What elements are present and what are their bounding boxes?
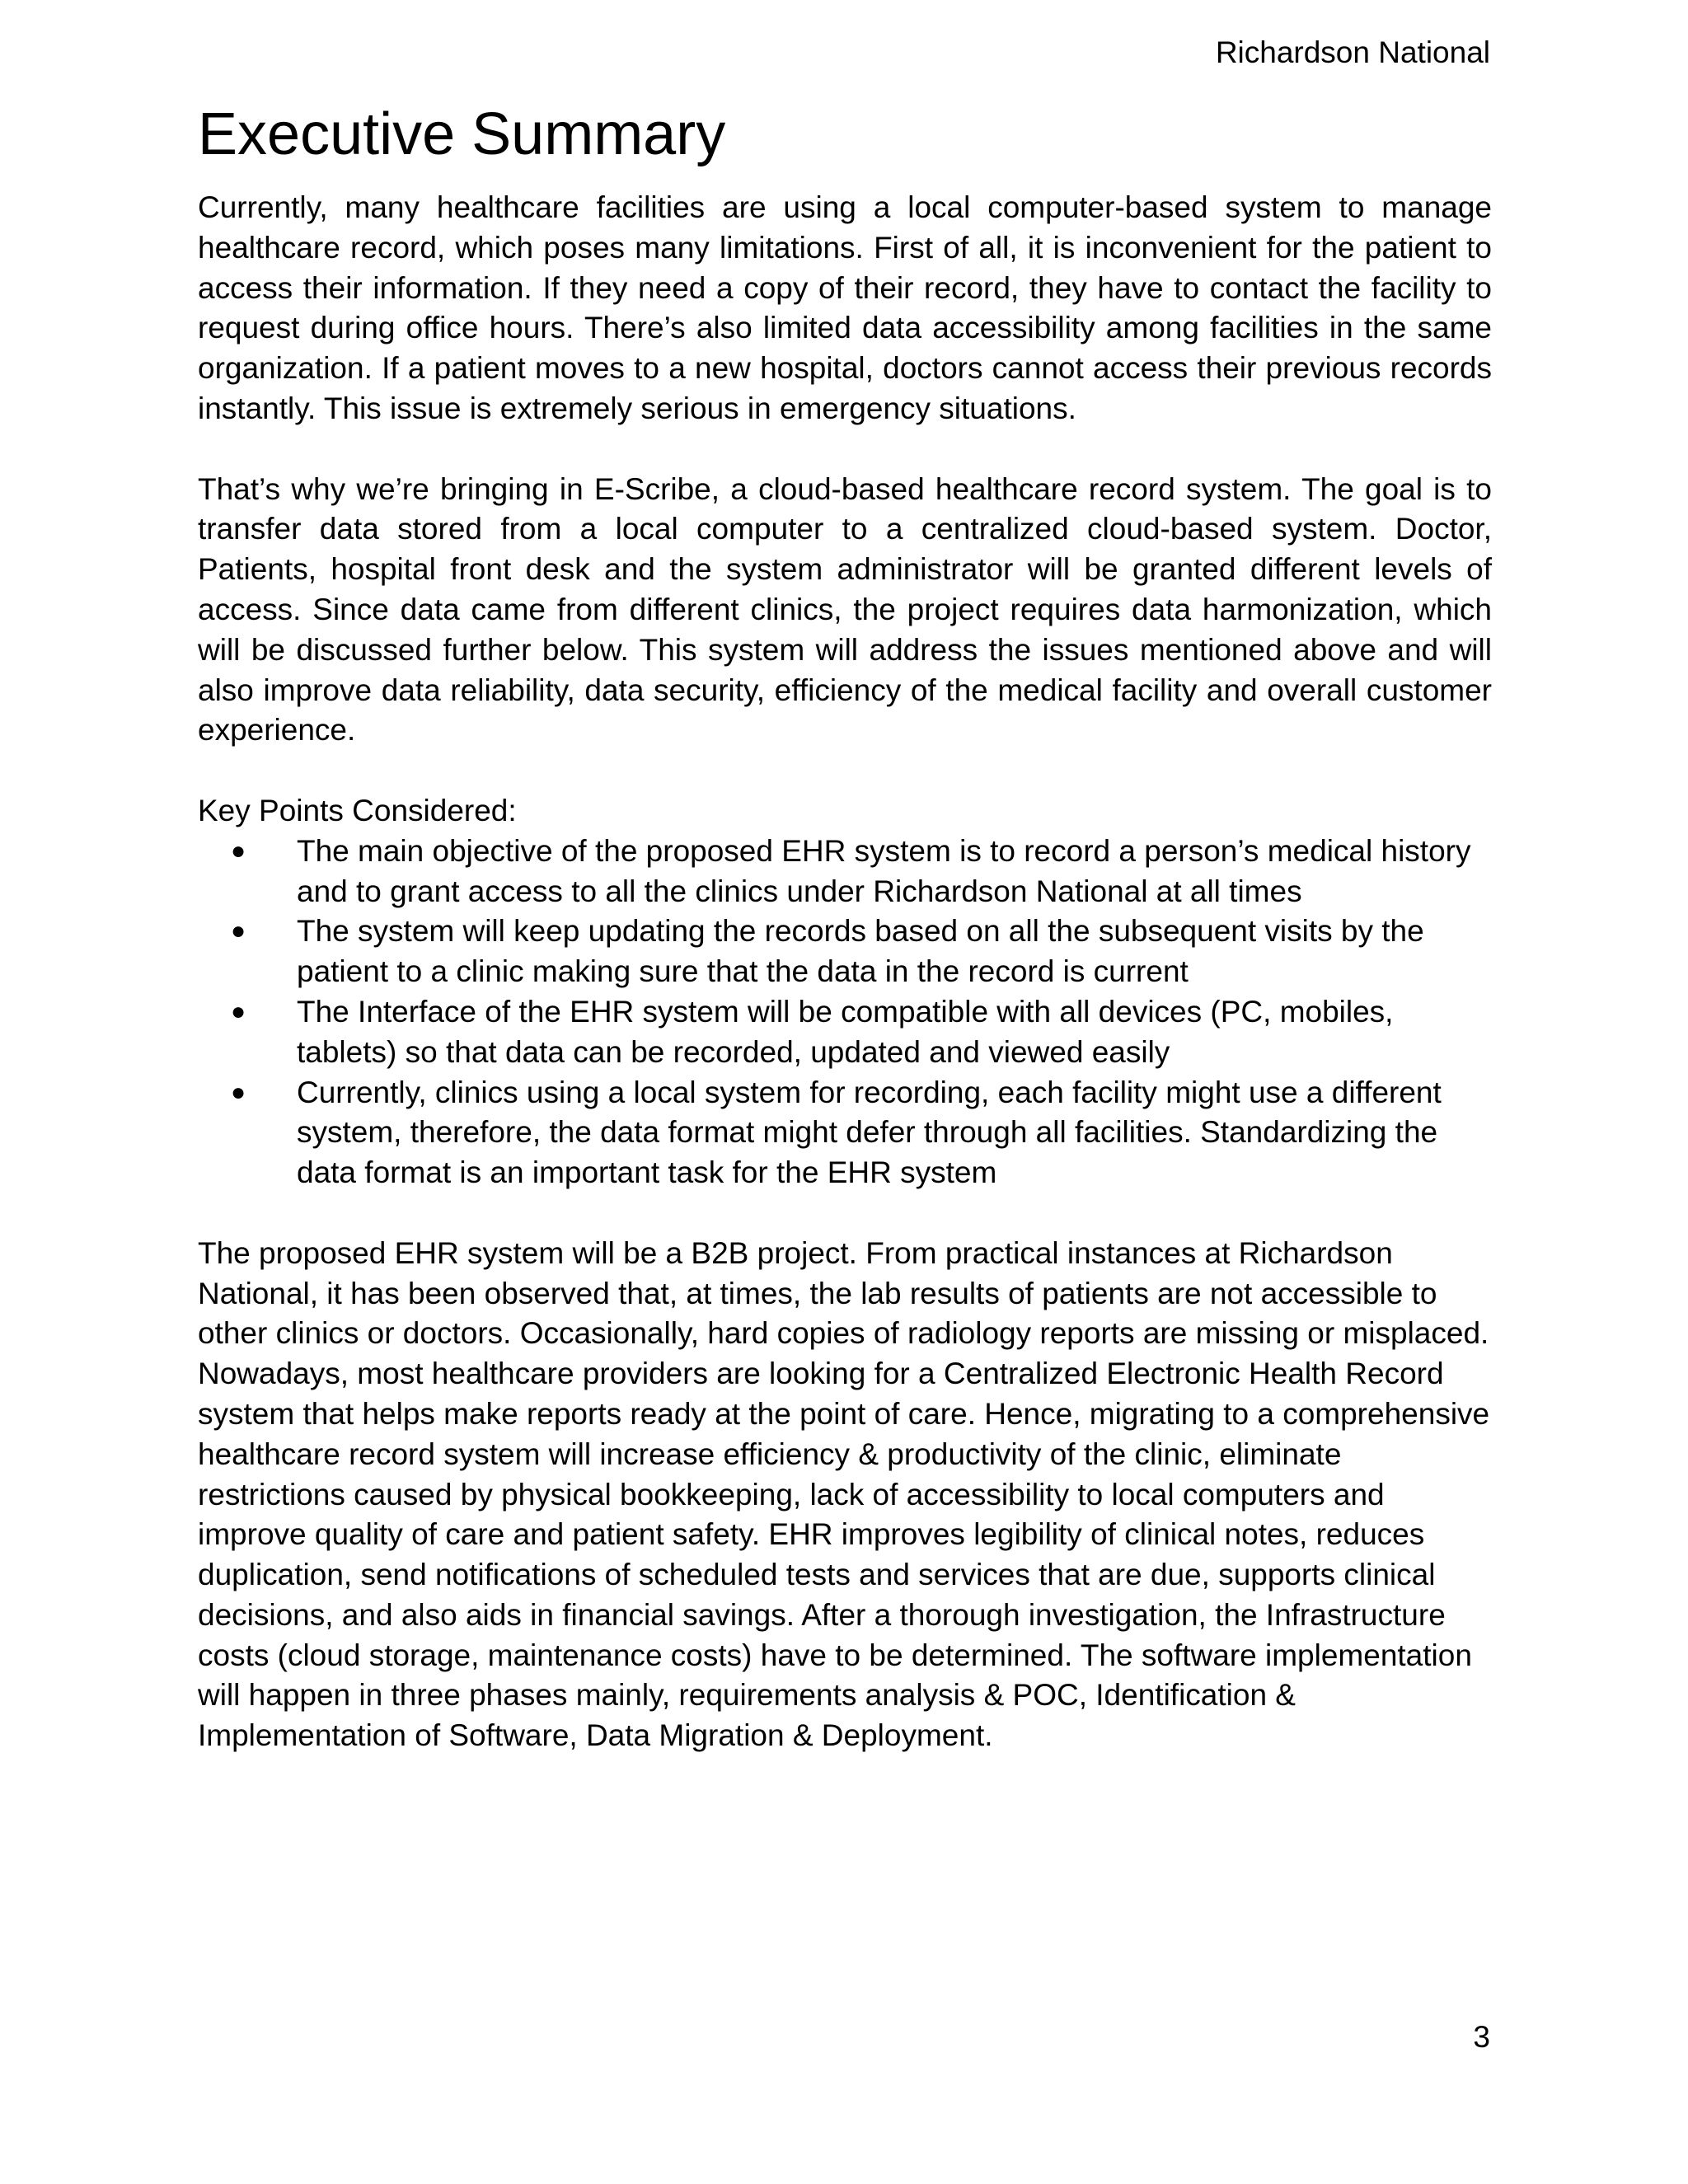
paragraph-spacer: [198, 751, 1492, 791]
page-header: Richardson National: [1215, 35, 1490, 69]
key-points-heading: Key Points Considered:: [198, 793, 517, 827]
list-item-text: Currently, clinics using a local system for recording, each facility might use a different system, therefore, the data format might defer through all facilities. Standardizing the data format is an important task for the EHR system: [297, 1075, 1442, 1190]
paragraph-current-limitations: Currently, many healthcare facilities are using a local computer-based system to manage healthcare record, which poses many limitations. First of all, it is inconvenient for the patient to access their information. If they need a copy of their record, they have to contact the facility to request during office hours. There’s also limited data accessibility among facilities in the same organization. If a patient moves to a new hospital, doctors cannot access their previous records instantly. This issue is extremely serious in emergency situations.: [198, 190, 1492, 425]
list-item-text: The main objective of the proposed EHR system is to record a person’s medical history and to grant access to all the clinics under Richardson National at all times: [297, 833, 1471, 908]
bullet-icon: ●: [231, 997, 246, 1025]
list-item: [198, 1073, 1492, 1193]
page-number: 3: [1473, 2020, 1490, 2054]
paragraph-spacer: [198, 1193, 1492, 1234]
paragraph-e-scribe-intro: That’s why we’re bringing in E-Scribe, a cloud-based healthcare record system. The goal is to transfer data stored from a local computer to a centralized cloud-based system. Doctor, Patients, hospital front desk and the system administrator will be granted different levels of access. Since data came from different clinics, the project requires data harmonization, which will be discussed further below. This system will address the issues mentioned above and will also improve data reliability, data security, efficiency of the medical facility and overall customer experience.: [198, 471, 1492, 748]
paragraph-b2b-project: The proposed EHR system will be a B2B project. From practical instances at Richardson National, it has been observed that, at times, the lab results of patients are not accessible to other clinics or doctors. Occasionally, hard copies of radiology reports are missing or misplaced. Nowadays, most healthcare providers are looking for a Centralized Electronic Health Record system that helps make reports ready at the point of care. Hence, migrating to a comprehensive healthcare record system will increase efficiency & productivity of the clinic, eliminate restrictions caused by physical bookkeeping, lack of accessibility to local computers and improve quality of care and patient safety. EHR improves legibility of clinical notes, reduces duplication, send notifications of scheduled tests and services that are due, supports clinical decisions, and also aids in financial savings. After a thorough investigation, the Infrastructure costs (cloud storage, maintenance costs) have to be determined. The software implementation will happen in three phases mainly, requirements analysis & POC, Identification & Implementation of Software, Data Migration & Deployment.: [198, 1235, 1490, 1753]
key-points-list: [198, 832, 1492, 1193]
list-item: [198, 912, 1492, 992]
document-body: [198, 188, 1492, 1756]
bullet-icon: ●: [231, 917, 246, 945]
paragraph-spacer: [198, 429, 1492, 470]
page-title: Executive Summary: [198, 101, 726, 167]
list-item-text: The system will keep updating the records based on all the subsequent visits by the patient to a clinic making sure that the data in the record is current: [297, 914, 1424, 989]
list-item-text: The Interface of the EHR system will be compatible with all devices (PC, mobiles, tablets) so that data can be recorded, updated and viewed easily: [297, 994, 1394, 1069]
bullet-icon: ●: [231, 837, 246, 865]
bullet-icon: ●: [231, 1078, 246, 1106]
list-item: [198, 992, 1492, 1073]
list-item: [198, 832, 1492, 912]
